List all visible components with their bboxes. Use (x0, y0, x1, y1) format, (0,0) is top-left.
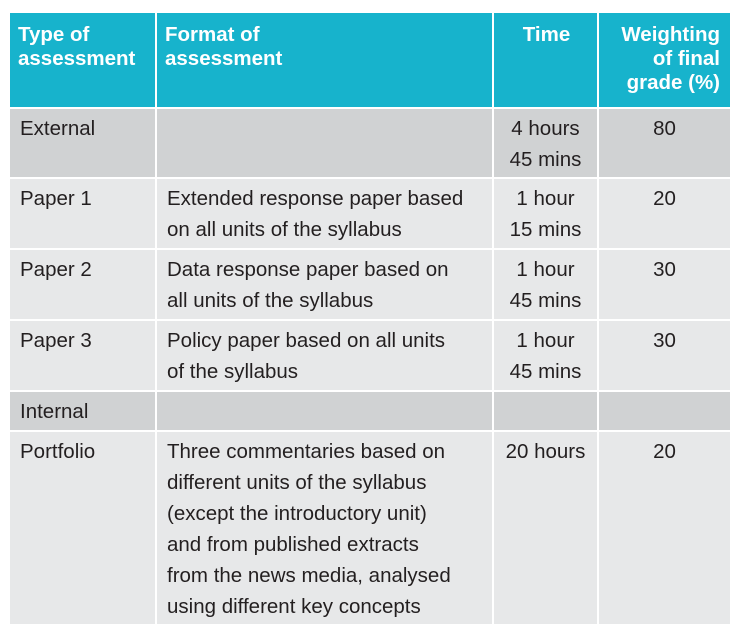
cell-weighting: 20 (598, 178, 731, 249)
table-header (9, 12, 731, 108)
table-row-external (9, 108, 731, 178)
cell-time: 1 hour 45 mins (493, 320, 598, 391)
cell-type: Paper 1 (9, 178, 156, 249)
cell-type: Portfolio (9, 431, 156, 625)
cell-time (493, 391, 598, 431)
header-time: Time (493, 12, 598, 108)
table-row-paper-3 (9, 320, 731, 391)
table-row-paper-2 (9, 249, 731, 320)
header-format-of-assessment: Format of assessment (156, 12, 493, 108)
cell-format (156, 108, 493, 178)
cell-time: 4 hours 45 mins (493, 108, 598, 178)
header-weighting: Weighting of final grade (%) (598, 12, 731, 108)
table-row-internal (9, 391, 731, 431)
cell-weighting: 30 (598, 249, 731, 320)
table-body (9, 108, 731, 625)
cell-type: Internal (9, 391, 156, 431)
cell-weighting (598, 391, 731, 431)
cell-format: Extended response paper based on all units of the syllabus (156, 178, 493, 249)
table-row-paper-1 (9, 178, 731, 249)
assessment-table-container (8, 11, 730, 626)
cell-time: 1 hour 45 mins (493, 249, 598, 320)
cell-time: 1 hour 15 mins (493, 178, 598, 249)
cell-type: External (9, 108, 156, 178)
cell-type: Paper 3 (9, 320, 156, 391)
cell-format (156, 391, 493, 431)
cell-weighting: 20 (598, 431, 731, 625)
cell-type: Paper 2 (9, 249, 156, 320)
header-row (9, 12, 731, 108)
assessment-table (8, 11, 732, 626)
table-row-portfolio (9, 431, 731, 625)
cell-format: Policy paper based on all units of the syllabus (156, 320, 493, 391)
cell-time: 20 hours (493, 431, 598, 625)
cell-format: Data response paper based on all units of the syllabus (156, 249, 493, 320)
header-type-of-assessment: Type of assessment (9, 12, 156, 108)
cell-weighting: 80 (598, 108, 731, 178)
cell-format: Three commentaries based on different units of the syllabus (except the introductory unit) and from published extracts from the news media, analysed using different key concepts (156, 431, 493, 625)
cell-weighting: 30 (598, 320, 731, 391)
